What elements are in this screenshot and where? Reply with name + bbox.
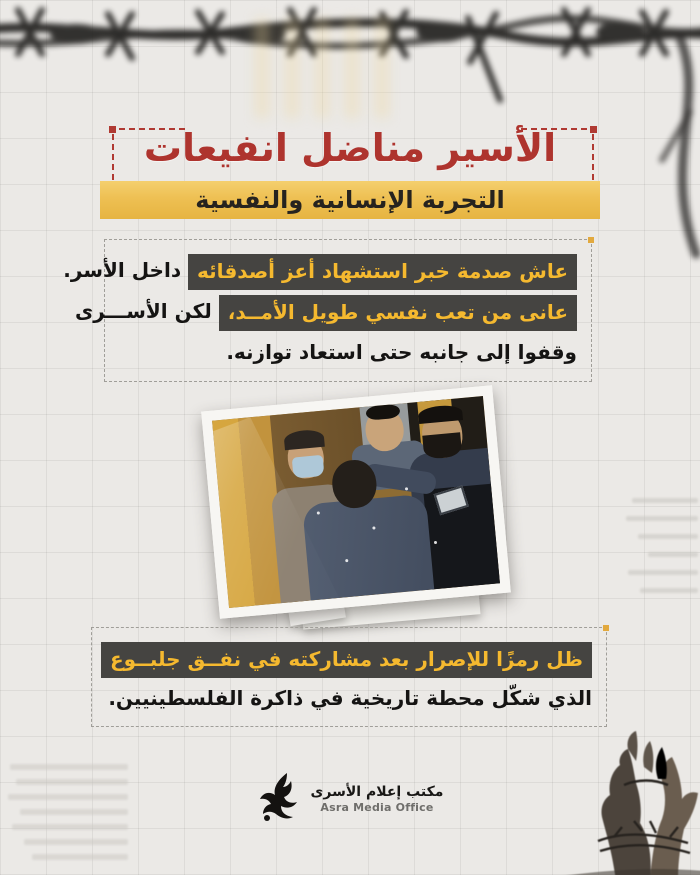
corner-dash [521,128,587,130]
text-line [63,250,577,291]
text-line [102,678,592,718]
prisoner-figure [271,483,355,603]
highlighted-text: ظل رمزًا للإصرار بعد مشاركته في نفــق جلبــوع [101,642,592,678]
plain-text: وقفوا إلى جانبه حتى استعاد توازنه. [226,340,577,364]
corner-dash [112,134,114,180]
highlighted-text: عاش صدمة خبر استشهاد أعز أصدقائه [188,254,577,290]
subtitle-banner: التجربة الإنسانية والنفسية [100,181,600,219]
court-photo [201,385,511,619]
corner-dot [109,126,116,133]
text-line [74,291,577,332]
chained-hands-icon [554,721,700,875]
paper-sheet-decoration [297,548,480,629]
face-mask [292,455,325,479]
text-block-legacy [91,627,607,727]
light-glow-decoration [255,18,405,118]
corner-dot [603,625,609,631]
corner-dash [592,134,594,180]
org-name-arabic: مكتب إعلام الأسرى [310,783,444,800]
officer-figure [302,494,434,601]
watermark-text-right [620,498,698,606]
plain-text: الذي شكّل محطة تاريخية في ذاكرة الفلسطينيين. [108,686,592,710]
text-line [115,332,577,373]
org-name-english: Asra Media Office [320,801,434,815]
police-badge [434,485,469,515]
watermark-text-left [6,764,128,869]
header [0,118,700,182]
court-photo-scene [212,396,500,608]
corner-dot [590,126,597,133]
corner-dash [119,128,185,130]
corner-dot [588,237,594,243]
page-title: الأسير مناضل انفيعات [143,126,557,170]
bird-calligraphy-icon [257,771,301,827]
plain-text: داخل الأسر. [63,258,189,282]
plain-text: لكن الأســـرى [74,299,219,323]
officer-figure [408,448,500,591]
highlighted-text: عانى من تعب نفسي طويل الأمــد، [219,295,577,331]
paper-tab-decoration [284,576,346,626]
text-block-experience [63,239,592,382]
text-line [102,638,592,678]
plexiglass-reflection [212,407,378,608]
